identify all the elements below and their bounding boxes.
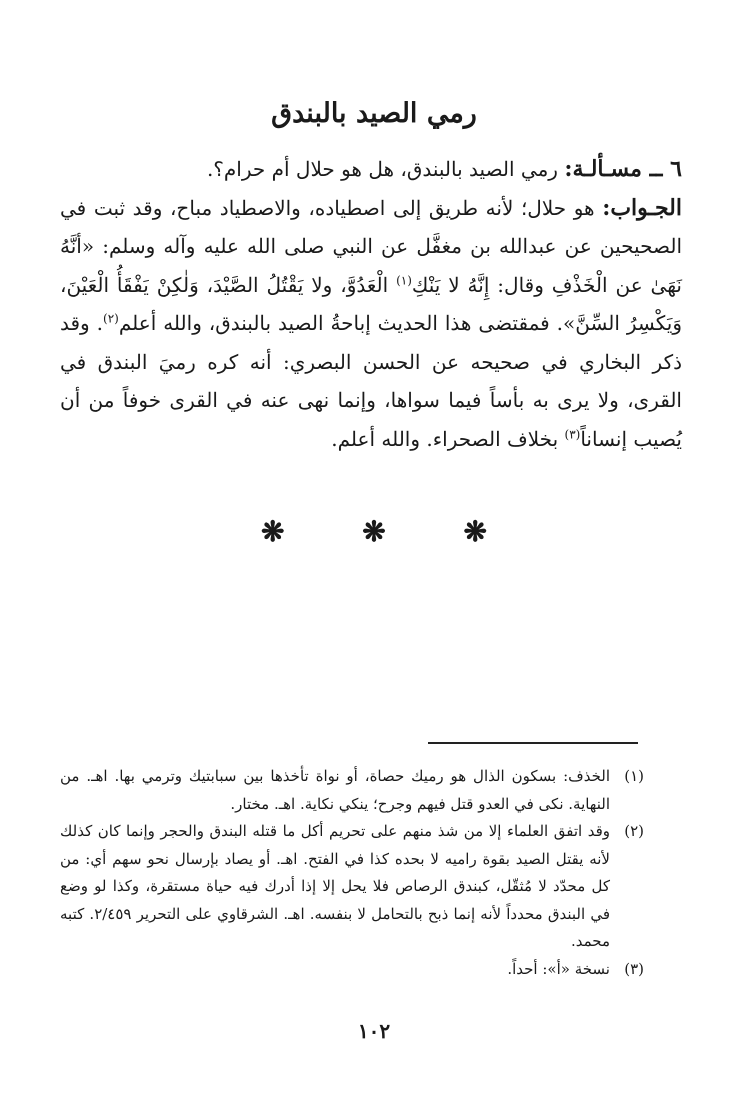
footnote-text: الخذف: بسكون الذال هو رميك حصاة، أو نواة تأخذها بين سبابتيك وترمي بها. اهـ. من النهاية. نكى في العدو قتل فيهم وجرح؛ ينكي نكاية. اهـ. مختار. — [60, 767, 610, 813]
footnote-ref-2[interactable]: (٢) — [103, 311, 119, 326]
answer-text-part-3: . وقد ذكر البخاري في صحيحه عن الحسن البصري: أنه كره رميَ البندق في القرى، ولا يرى به بأساً فيما سواها، وإنما نهى عنه في القرى خوفاً من أن يُصيب إنساناً — [60, 311, 682, 451]
footnote-text: وقد اتفق العلماء إلا من شذ منهم على تحريم أكل ما قتله البندق والحجر وإنما كان كذلك لأنه يقتل الصيد بقوة راميه لا بحده كذا في الفتح. اهـ. أو يصاد بإرسال نحو سهم أي: من كل محدّد لا مُثقّل، كبندق الرصاص فلا يحل إلا إذا أدرك فيه حياة مستقرة، وكذا لو وضع في البندق محدداً لأنه إنما ذبح بالتحامل لا بنفسه. اهـ. الشرقاوي على التحرير ٢/٤٥٩. كتبه محمد. — [60, 822, 610, 950]
footnote-ref-1[interactable]: (١) — [396, 272, 412, 287]
section-separator: ❋ ❋ ❋ — [261, 515, 521, 548]
footnote-number: (١) — [624, 767, 644, 785]
question-text: رمي الصيد بالبندق، هل هو حلال أم حرام؟. — [206, 157, 558, 181]
answer-text-part-4: بخلاف الصحراء. والله أعلم. — [331, 426, 565, 451]
page-number: ١٠٢ — [357, 1019, 391, 1043]
question-paragraph — [60, 150, 682, 189]
section-title: رمي الصيد بالبندق — [271, 98, 477, 129]
footnotes — [60, 763, 644, 983]
footnote-text: نسخة «أ»: أحداً. — [507, 959, 610, 978]
answer-text-part-1: هو حلال؛ لأنه طريق إلى اصطياده، والاصطياد مباح، وقد ثبت في الصحيحين عن عبدالله بن مغفَّل عن النبي صلى الله عليه وآله وسلم: «أنَّهُ نَهَىٰ عن الْخَذْفِ وقال: إِنَّهُ لا يَنْكِ — [60, 195, 682, 297]
footnote-2 — [60, 818, 644, 956]
answer-label: الجـواب: — [602, 194, 682, 221]
footnote-3 — [60, 956, 644, 984]
question-label: ٦ ــ مسـألـة: — [564, 156, 682, 182]
main-text — [60, 150, 682, 458]
footnote-number: (٣) — [624, 959, 644, 978]
footnote-divider — [428, 742, 638, 744]
answer-paragraph — [60, 189, 682, 459]
answer-text-part-2: الْعَدُوَّ، ولا يَقْتُلُ الصَّيْدَ، وَلٰكِنْ يَفْقَأُ الْعَيْنَ، وَيَكْسِرُ السِّنَّ». فمقتضى هذا الحديث إباحةُ الصيد بالبندق، والله أعلم — [60, 272, 683, 335]
footnote-ref-3[interactable]: (٣) — [564, 426, 581, 441]
footnote-number: (٢) — [624, 822, 644, 840]
footnote-1 — [60, 763, 644, 818]
